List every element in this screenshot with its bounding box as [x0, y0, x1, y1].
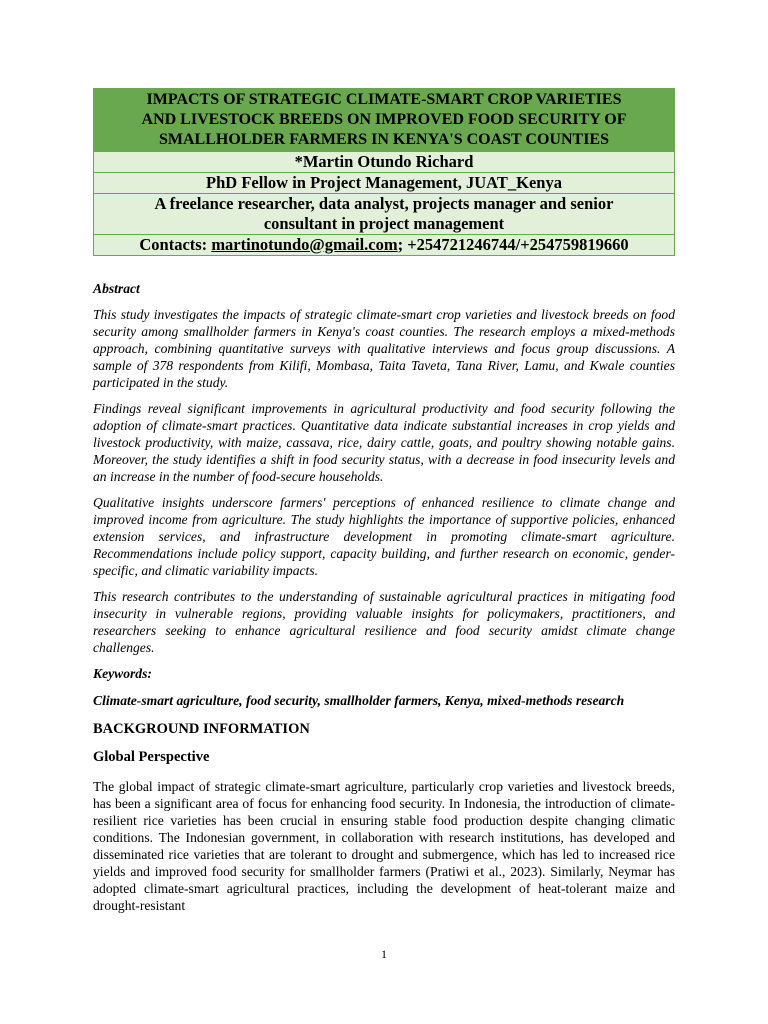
phone-numbers: ; +254721246744/+254759819660 [397, 235, 629, 254]
author-affiliation: PhD Fellow in Project Management, JUAT_Kenya [94, 173, 675, 194]
keywords-list: Climate-smart agriculture, food security, smallholder farmers, Kenya, mixed-methods research [93, 693, 625, 708]
role-line-1: A freelance researcher, data analyst, projects manager and senior [154, 194, 614, 213]
title-line-3: SMALLHOLDER FARMERS IN KENYA'S COAST COUNTIES [158, 131, 609, 148]
author-role [94, 194, 675, 235]
keywords-heading: Keywords: [93, 666, 152, 681]
global-perspective-heading: Global Perspective [93, 749, 210, 765]
background-paragraph: The global impact of strategic climate-smart agriculture, particularly crop varieties and livestock breeds, has been a significant area of focus for enhancing food security. In Indonesia, the introduction of climate-resilient rice varieties has been crucial in ensuring stable food production despite changing climatic conditions. The Indonesian government, in collaboration with research institutions, has developed and disseminated rice varieties that are tolerant to drought and submergence, which has led to increased rice yields and improved food security for smallholder farmers (Pratiwi et al., 2023). Similarly, Neymar has adopted climate-smart agricultural practices, including the development of heat-tolerant maize and drought-resistant [93, 779, 675, 913]
title-table [93, 88, 675, 256]
contacts-label: Contacts: [139, 235, 212, 254]
title-line-2: AND LIVESTOCK BREEDS ON IMPROVED FOOD SECURITY OF [141, 111, 627, 128]
abstract-heading: Abstract [93, 281, 140, 296]
role-line-2: consultant in project management [263, 214, 505, 233]
background-heading: BACKGROUND INFORMATION [93, 721, 310, 737]
abstract-paragraph-4: This research contributes to the understanding of sustainable agricultural practices in mitigating food insecurity in vulnerable regions, providing valuable insights for policymakers, practitioners, and researchers seeking to enhance agricultural resilience and food security amidst climate change challenges. [93, 589, 675, 655]
abstract-paragraph-1: This study investigates the impacts of strategic climate-smart crop varieties and livestock breeds on food security among smallholder farmers in Kenya's coast counties. The research employs a mixed-methods approach, combining quantitative surveys with qualitative interviews and focus group discussions. A sample of 378 respondents from Kilifi, Mombasa, Taita Taveta, Tana River, Lamu, and Kwale counties participated in the study. [93, 307, 675, 390]
title-line-1: IMPACTS OF STRATEGIC CLIMATE-SMART CROP VARIETIES [146, 91, 622, 108]
contacts [94, 235, 675, 256]
page-content [93, 88, 675, 914]
abstract-paragraph-2: Findings reveal significant improvements in agricultural productivity and food security following the adoption of climate-smart practices. Quantitative data indicate substantial increases in crop yields and livestock productivity, with maize, cassava, rice, dairy cattle, goats, and poultry showing notable gains. Moreover, the study identifies a shift in food security status, with a decrease in food insecurity levels and an increase in the number of food-secure households. [93, 401, 675, 484]
abstract-paragraph-3: Qualitative insights underscore farmers' perceptions of enhanced resilience to climate change and improved income from agriculture. The study highlights the importance of supportive policies, enhanced extension services, and infrastructure development in promoting climate-smart agriculture. Recommendations include policy support, capacity building, and further research on economic, gender-specific, and climatic variability impacts. [93, 495, 675, 578]
email-link[interactable]: martinotundo@gmail.com [211, 235, 398, 254]
page-number: 1 [381, 947, 387, 961]
paper-title [94, 89, 675, 152]
author-name: *Martin Otundo Richard [94, 152, 675, 173]
abstract-section [93, 280, 675, 709]
